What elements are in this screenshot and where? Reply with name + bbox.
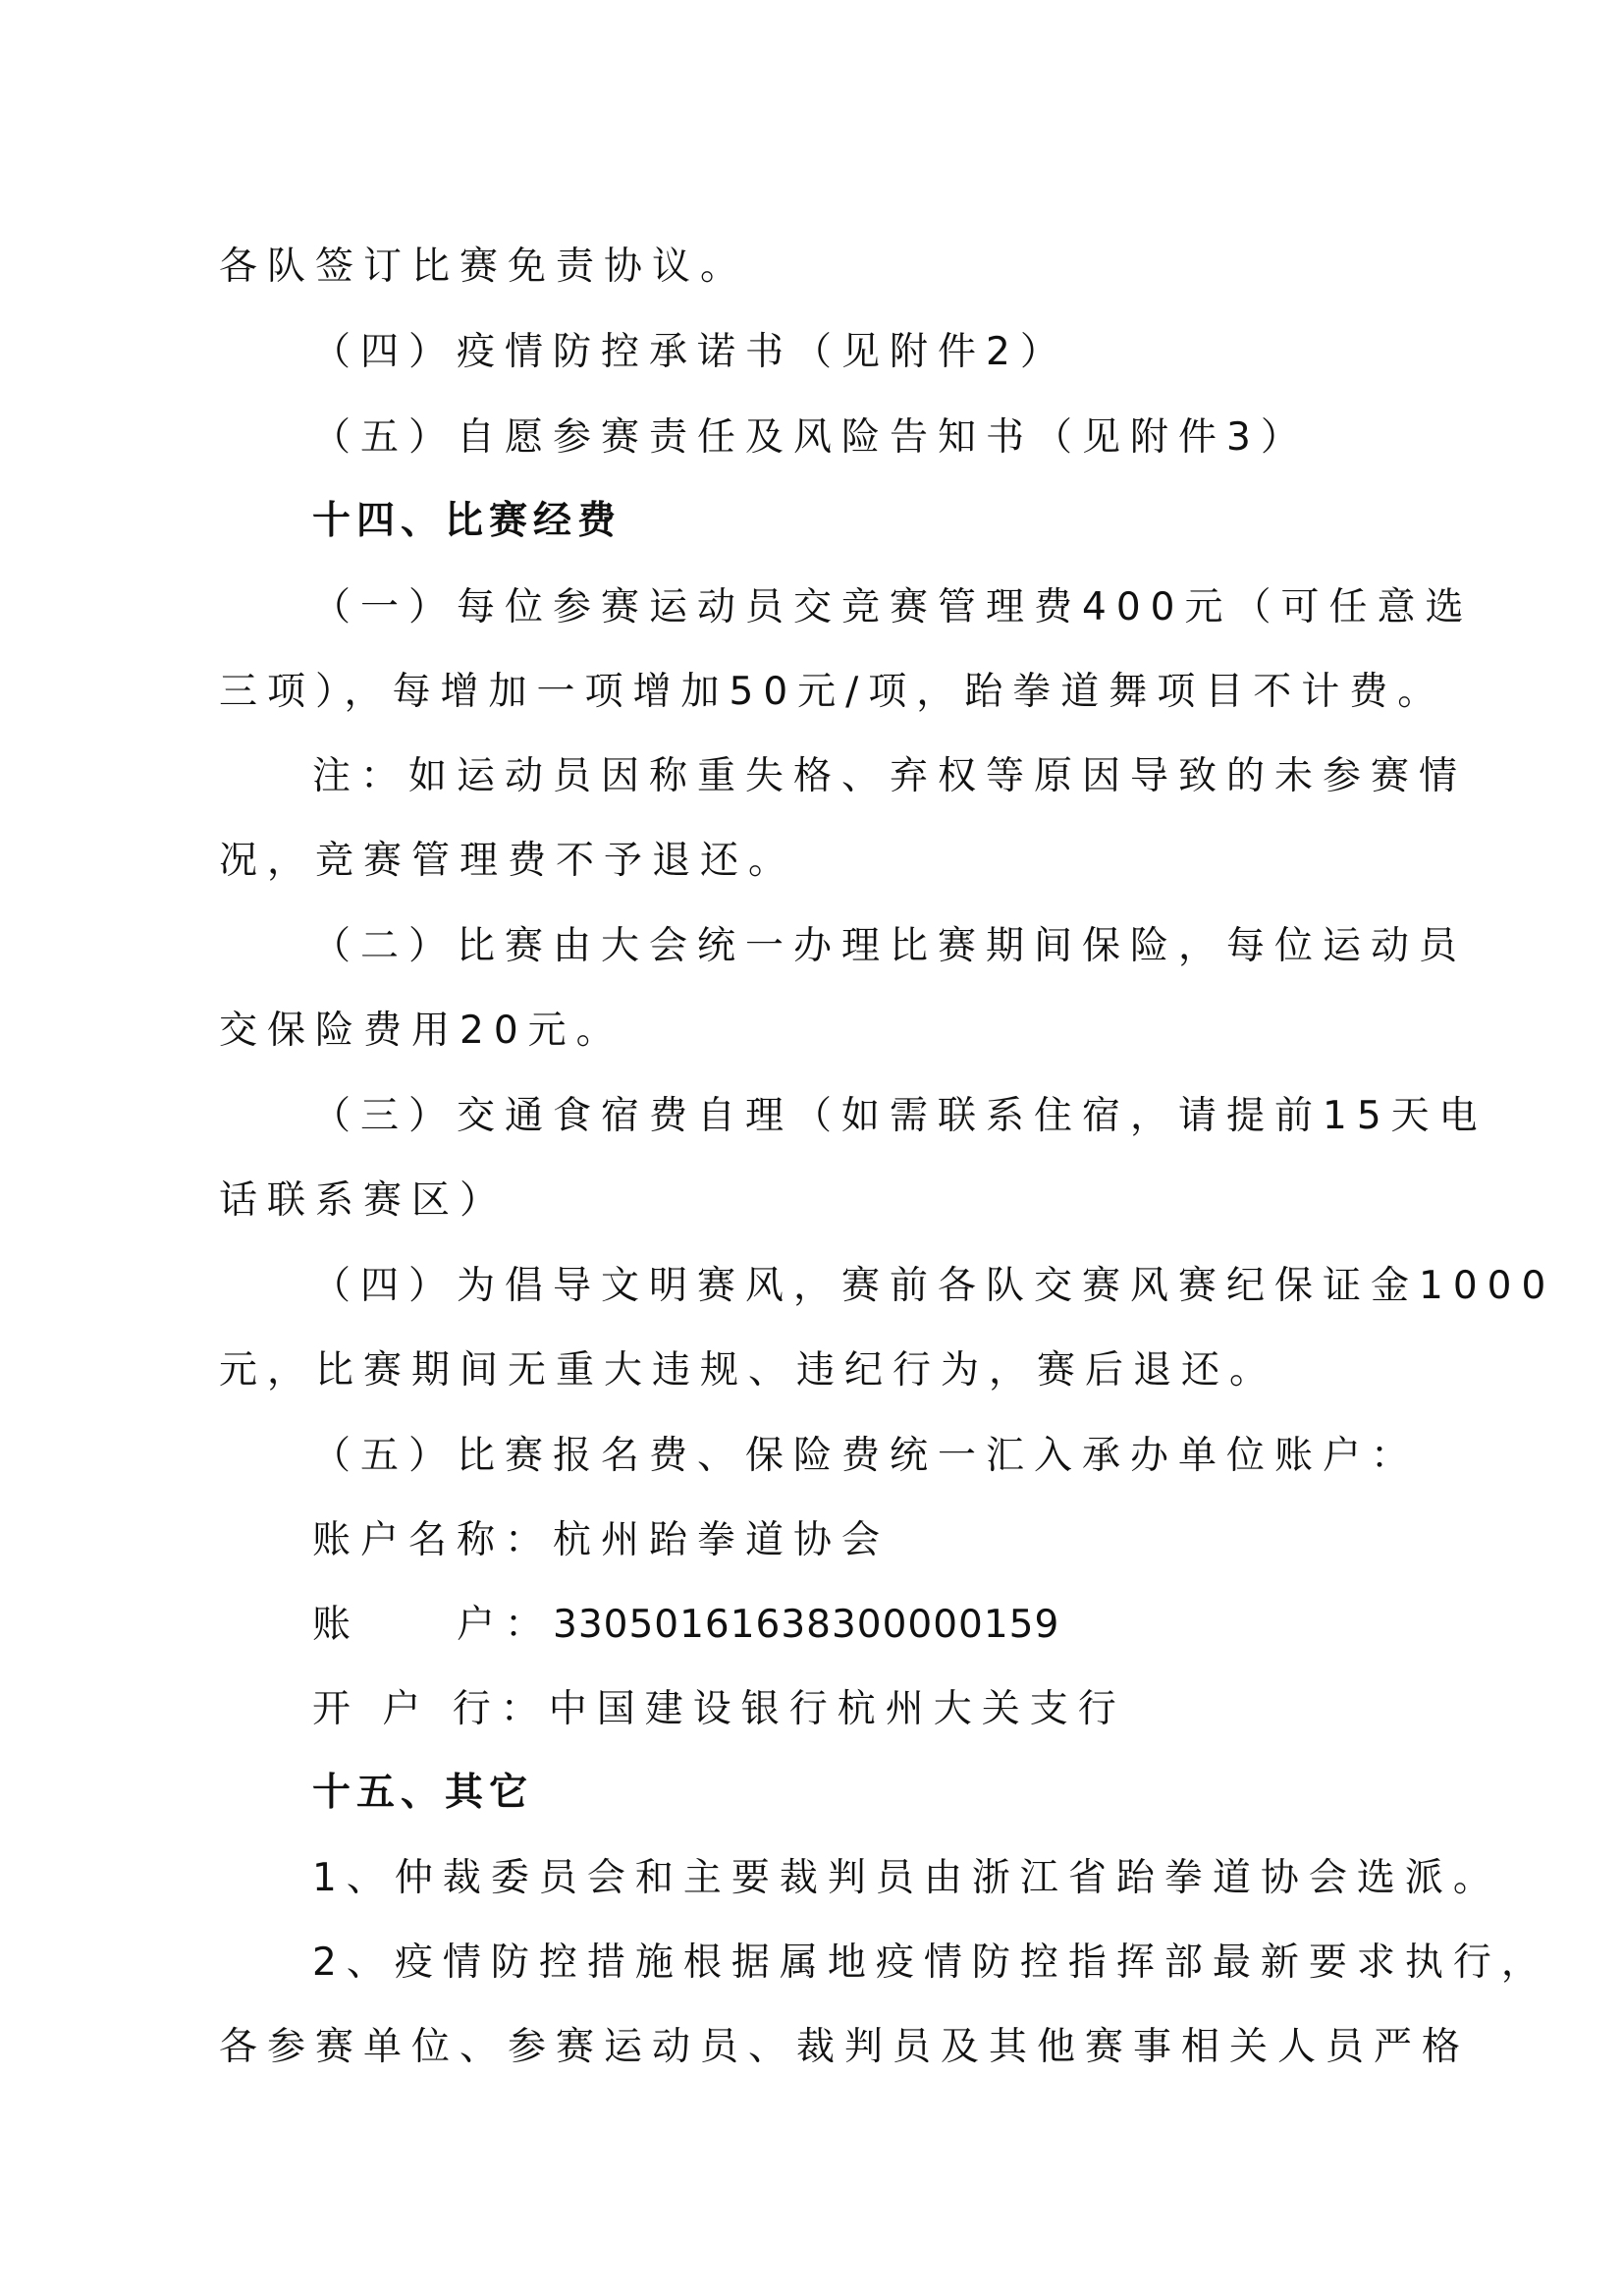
account-bank-line <box>312 1682 1126 1737</box>
paragraph-line: 三项），每增加一项增加50元/项，跆拳道舞项目不计费。 <box>219 670 1446 714</box>
account-number-label: 账 户： <box>312 1603 554 1647</box>
account-number-line <box>312 1598 1059 1653</box>
account-bank-label: 开 户 行： <box>312 1687 549 1731</box>
paragraph-line: （三）交通食宿费自理（如需联系住宿，请提前15天电 <box>312 1094 1488 1138</box>
account-name-value: 杭州跆拳道协会 <box>553 1518 891 1562</box>
paragraph-line: 各队签订比赛免责协议。 <box>219 245 749 289</box>
paragraph-line: 话联系赛区） <box>219 1178 509 1223</box>
section-heading-15: 十五、其它 <box>312 1771 534 1815</box>
paragraph-line: （四）为倡导文明赛风，赛前各队交赛风赛纪保证金1000 <box>312 1264 1556 1308</box>
account-name-label: 账户名称： <box>312 1518 554 1562</box>
account-name-line <box>312 1513 890 1568</box>
paragraph-line: 1、仲裁委员会和主要裁判员由浙江省跆拳道协会选派。 <box>312 1856 1501 1900</box>
note-line: 注：如运动员因称重失格、弃权等原因导致的未参赛情 <box>312 754 1468 798</box>
account-bank-value: 中国建设银行杭州大关支行 <box>548 1687 1126 1731</box>
account-number-value: 33050161638300000159 <box>553 1603 1060 1647</box>
attachment-item-3: （五）自愿参赛责任及风险告知书（见附件3） <box>312 415 1309 460</box>
paragraph-line: 元，比赛期间无重大违规、违纪行为，赛后退还。 <box>219 1348 1278 1393</box>
paragraph-line: 2、疫情防控措施根据属地疫情防控指挥部最新要求执行， <box>312 1941 1549 1985</box>
paragraph-line: 交保险费用20元。 <box>219 1009 624 1053</box>
paragraph-line: 各参赛单位、参赛运动员、裁判员及其他赛事相关人员严格 <box>219 2025 1471 2069</box>
attachment-item-2: （四）疫情防控承诺书（见附件2） <box>312 330 1068 374</box>
section-heading-14: 十四、比赛经费 <box>312 499 622 543</box>
paragraph-line: （一）每位参赛运动员交竞赛管理费400元（可任意选 <box>312 585 1474 629</box>
note-line: 况，竞赛管理费不予退还。 <box>219 839 797 883</box>
paragraph-line: （二）比赛由大会统一办理比赛期间保险，每位运动员 <box>312 924 1468 968</box>
paragraph-line: （五）比赛报名费、保险费统一汇入承办单位账户： <box>312 1434 1420 1478</box>
